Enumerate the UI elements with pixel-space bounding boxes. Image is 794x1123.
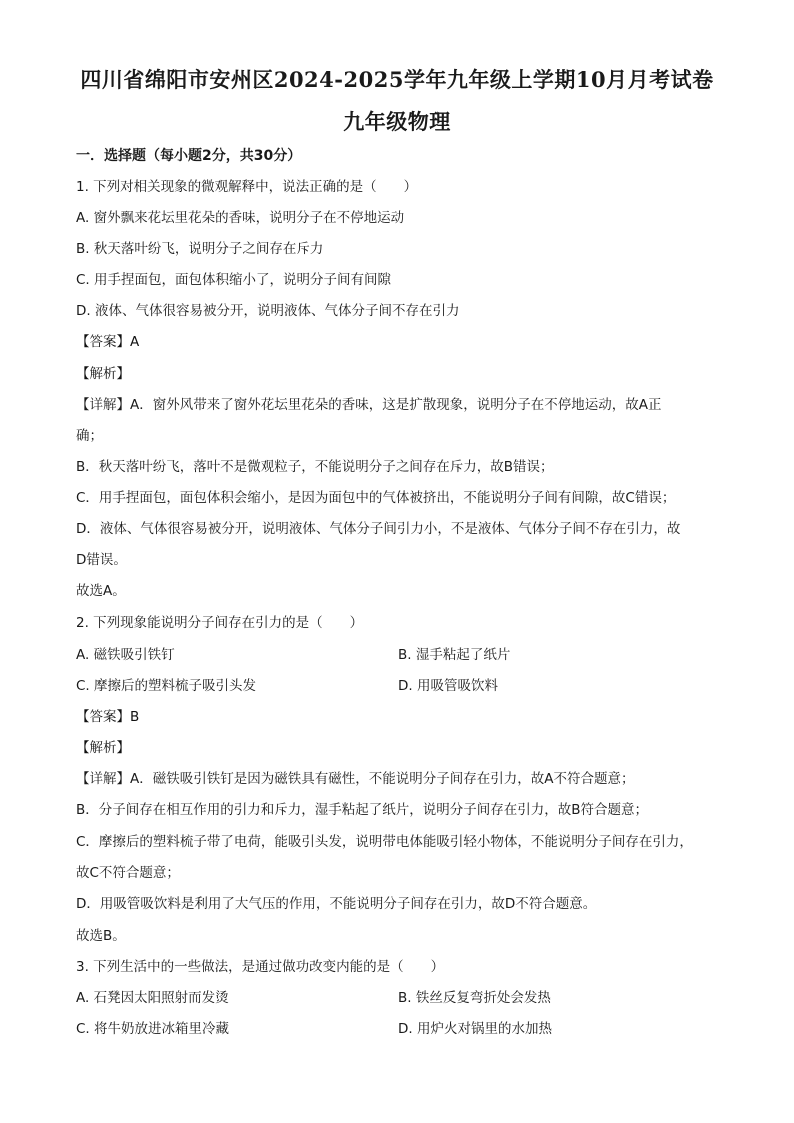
q3-stem: 3. 下列生活中的一些做法，是通过做功改变内能的是（ ） <box>76 959 445 975</box>
q1-detail-a-cont: 确； <box>76 428 103 444</box>
q2-detail-b: B．分子间存在相互作用的引力和斥力，湿手粘起了纸片，说明分子间存在引力，故B符合题意； <box>76 802 649 818</box>
section-heading: 一．选择题（每小题2分，共30分） <box>76 148 302 164</box>
q1-conclusion: 故选A。 <box>76 583 126 599</box>
q1-option-a: A. 窗外飘来花坛里花朵的香味，说明分子在不停地运动 <box>76 210 405 226</box>
q2-analysis-label: 【解析】 <box>76 740 130 756</box>
q1-detail-b: B．秋天落叶纷飞，落叶不是微观粒子，不能说明分子之间存在斥力，故B错误； <box>76 459 554 475</box>
q1-option-d: D. 液体、气体很容易被分开，说明液体、气体分子间不存在引力 <box>76 303 460 319</box>
q1-answer: 【答案】A <box>76 334 140 350</box>
q3-option-b: B. 铁丝反复弯折处会发热 <box>398 990 551 1006</box>
q2-detail-c: C．摩擦后的塑料梳子带了电荷，能吸引头发，说明带电体能吸引轻小物体，不能说明分子间存在引力， <box>76 834 693 850</box>
q3-option-a: A. 石凳因太阳照射而发烫 <box>76 990 229 1006</box>
q1-detail-c: C．用手捏面包，面包体积会缩小，是因为面包中的气体被挤出，不能说明分子间有间隙，故C错误； <box>76 490 676 506</box>
q1-detail-d-cont: D错误。 <box>76 552 127 568</box>
page-title: 四川省绵阳市安州区2024-2025学年九年级上学期10月月考试卷 <box>80 67 714 92</box>
q2-stem: 2. 下列现象能说明分子间存在引力的是（ ） <box>76 615 364 631</box>
q2-option-a: A. 磁铁吸引铁钉 <box>76 647 175 663</box>
page-subtitle: 九年级物理 <box>343 109 451 134</box>
q2-option-b: B. 湿手粘起了纸片 <box>398 647 511 663</box>
q1-detail-a: 【详解】A．窗外风带来了窗外花坛里花朵的香味，这是扩散现象，说明分子在不停地运动，故A正 <box>76 397 662 413</box>
q1-option-b: B. 秋天落叶纷飞，说明分子之间存在斥力 <box>76 241 324 257</box>
q2-detail-a: 【详解】A．磁铁吸引铁钉是因为磁铁具有磁性，不能说明分子间存在引力，故A不符合题意； <box>76 771 635 787</box>
q2-detail-d: D．用吸管吸饮料是利用了大气压的作用，不能说明分子间存在引力，故D不符合题意。 <box>76 896 597 912</box>
q2-option-c: C. 摩擦后的塑料梳子吸引头发 <box>76 678 257 694</box>
q2-conclusion: 故选B。 <box>76 928 126 944</box>
q1-stem: 1. 下列对相关现象的微观解释中，说法正确的是（ ） <box>76 179 418 195</box>
q2-detail-c-cont: 故C不符合题意； <box>76 865 180 881</box>
q3-option-d: D. 用炉火对锅里的水加热 <box>398 1021 552 1037</box>
q1-analysis-label: 【解析】 <box>76 366 130 382</box>
q2-option-d: D. 用吸管吸饮料 <box>398 678 498 694</box>
q1-detail-d: D．液体、气体很容易被分开，说明液体、气体分子间引力小，不是液体、气体分子间不存在引力，故 <box>76 521 681 537</box>
q1-option-c: C. 用手捏面包，面包体积缩小了，说明分子间有间隙 <box>76 272 392 288</box>
q2-answer: 【答案】B <box>76 709 140 725</box>
q3-option-c: C. 将牛奶放进冰箱里冷藏 <box>76 1021 230 1037</box>
